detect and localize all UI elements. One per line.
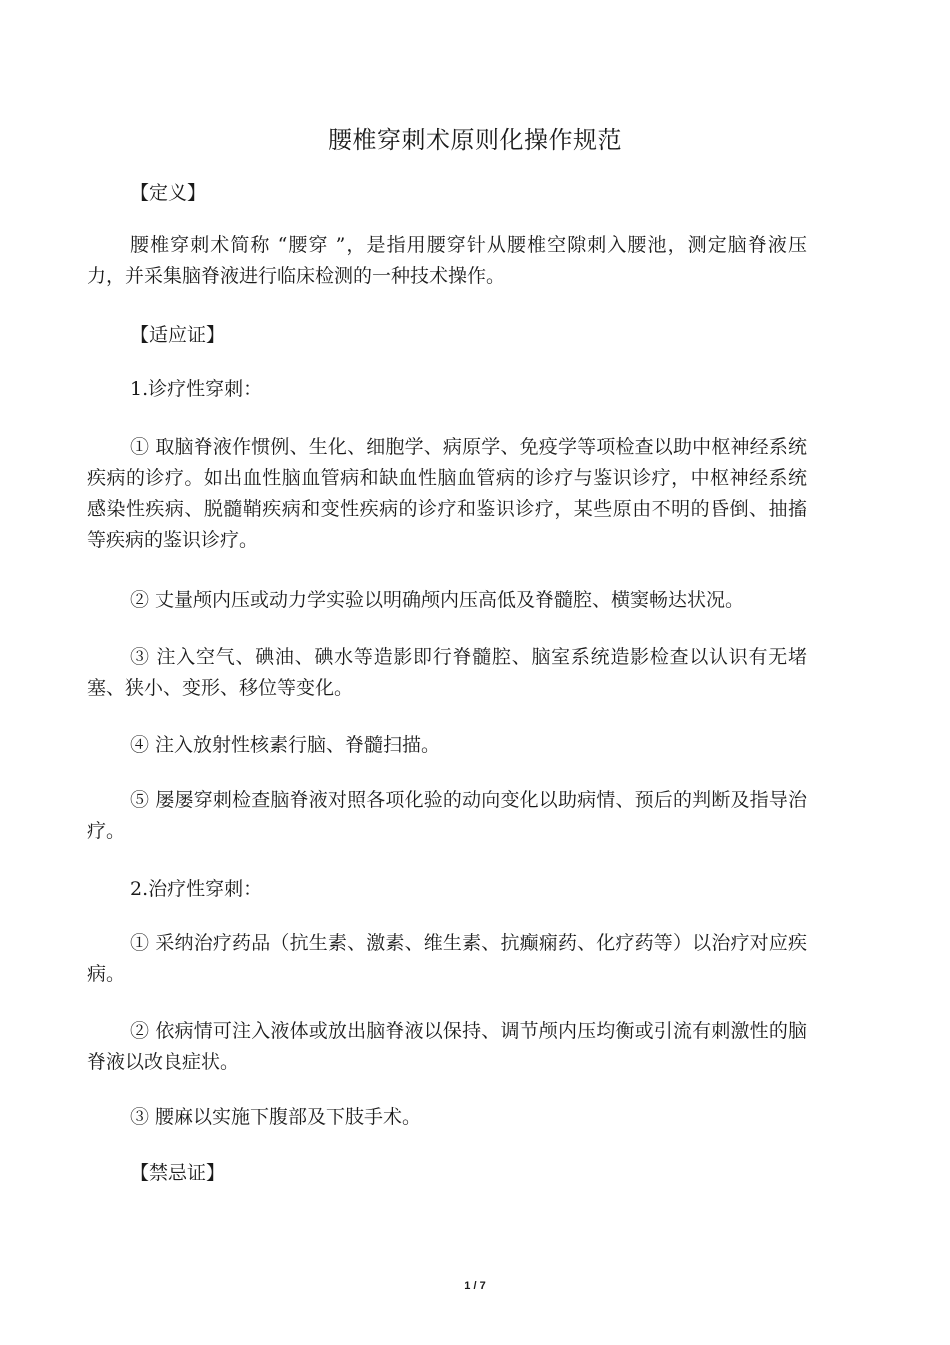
treat-item-3: ③ 腰麻以实施下腹部及下肢手术。 <box>130 1106 422 1128</box>
treat-item-1: ① 采纳治疗药品（抗生素、激素、维生素、抗癫痫药、化疗药等）以治疗对应疾病。 <box>87 932 807 985</box>
definition-heading: 【定义】 <box>130 182 207 204</box>
page-number: 1 / 7 <box>464 1280 486 1292</box>
treat-item-2: ② 依病情可注入液体或放出脑脊液以保持、调节颅内压均衡或引流有刺激性的脑脊液以改良症状。 <box>87 1020 807 1073</box>
diag-item-3: ③ 注入空气、碘油、碘水等造影即行脊髓腔、脑室系统造影检查以认识有无堵塞、狭小、变形、移位等变化。 <box>87 646 807 699</box>
diag-item-5: ⑤ 屡屡穿刺检查脑脊液对照各项化验的动向变化以助病情、预后的判断及指导治疗。 <box>87 789 807 842</box>
diag-item-2: ② 丈量颅内压或动力学实验以明确颅内压高低及脊髓腔、横窦畅达状况。 <box>130 589 745 611</box>
treatment-puncture-heading: 2.治疗性穿刺： <box>130 878 263 900</box>
document-title: 腰椎穿刺术原则化操作规范 <box>328 126 622 154</box>
diagnostic-puncture-heading: 1.诊疗性穿刺： <box>130 378 263 400</box>
indication-heading: 【适应证】 <box>130 324 226 346</box>
diag-item-4: ④ 注入放射性核素行脑、脊髓扫描。 <box>130 734 441 756</box>
contraindication-heading: 【禁忌证】 <box>130 1162 226 1184</box>
definition-paragraph: 腰椎穿刺术简称 “腰穿 ”，是指用腰穿针从腰椎空隙刺入腰池，测定脑脊液压力，并采集脑脊液进行临床检测的一种技术操作。 <box>87 234 807 287</box>
diag-item-1: ① 取脑脊液作惯例、生化、细胞学、病原学、免疫学等项检查以助中枢神经系统疾病的诊疗。如出血性脑血管病和缺血性脑血管病的诊疗与鉴识诊疗，中枢神经系统感染性疾病、脱髓鞘疾病和变性疾病的诊疗和鉴识诊疗，某些原由不明的昏倒、抽搐等疾病的鉴识诊疗。 <box>87 436 807 551</box>
